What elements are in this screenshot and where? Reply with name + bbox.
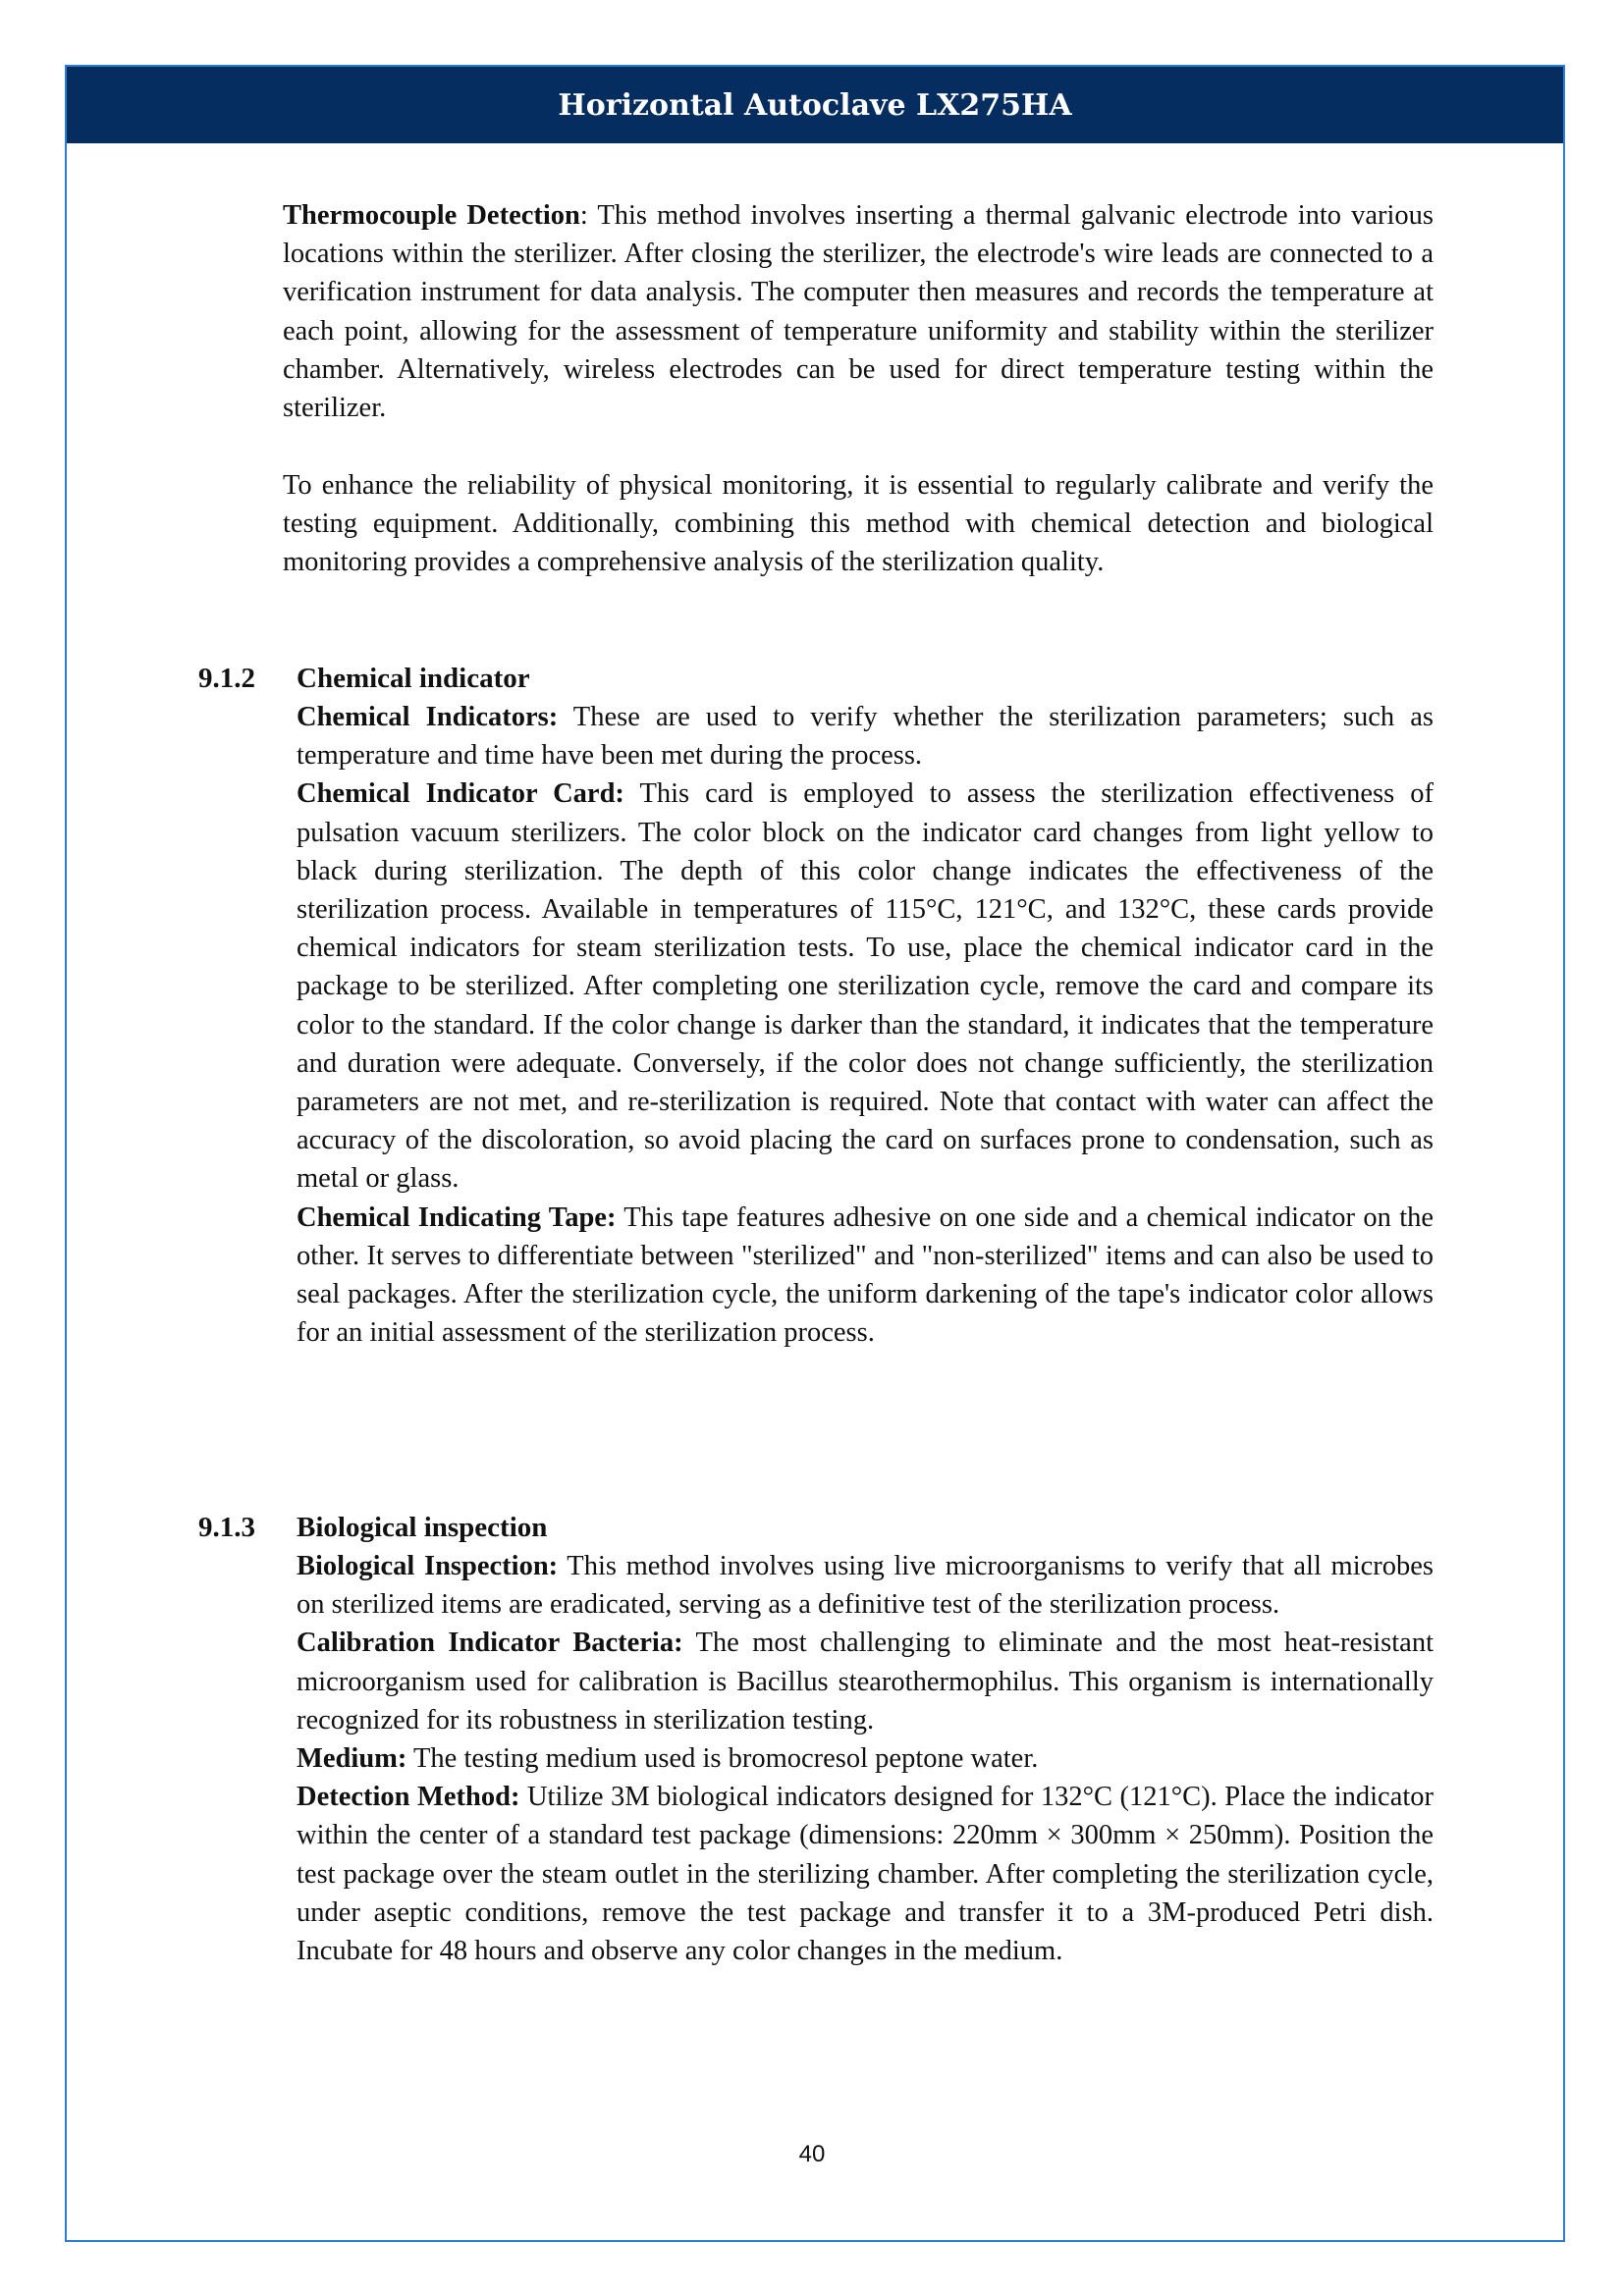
- paragraph-label: Chemical Indicator Card:: [297, 778, 624, 810]
- paragraph-text: Utilize 3M biological indicators designed for 132°C (121°C). Place the indicator within the center of a standard test package (dimensions: 220mm × 300mm × 250mm). Position the test package over the steam outlet in the sterilizing chamber. After completing the sterilization cycle, under aseptic conditions, remove the test package and transfer it to a 3M-produced Petri dish. Incubate for 48 hours and observe any color changes in the medium.: [297, 1782, 1435, 1967]
- detection-method-paragraph: [297, 1778, 1434, 1970]
- header-band: [67, 67, 1563, 143]
- thermocouple-paragraph: [283, 196, 1434, 427]
- paragraph-label: Chemical Indicators:: [297, 702, 559, 732]
- section-number: 9.1.3: [198, 1512, 255, 1543]
- paragraph-text: The most challenging to eliminate and the most heat-resistant microorganism used for calibration is Bacillus stearothermophilus. This organism is internationally recognized for its robustness in sterilization testing.: [297, 1628, 1434, 1735]
- medium-paragraph: [297, 1739, 1434, 1778]
- section-title: Biological inspection: [297, 1512, 548, 1543]
- chemical-indicator-card-paragraph: [297, 774, 1434, 1198]
- paragraph-label: Calibration Indicator Bacteria:: [297, 1628, 683, 1659]
- section-number: 9.1.2: [198, 663, 255, 694]
- biological-inspection-body: [297, 1547, 1434, 1970]
- paragraph-text: This method involves using live microorganisms to verify that all microbes on sterilized items are eradicated, serving as a definitive test of the sterilization process.: [297, 1551, 1435, 1621]
- reliability-text: To enhance the reliability of physical monitoring, it is essential to regularly calibrate and verify the testing equipment. Additionally, combining this method with chemical detection and biological monitoring provides a comprehensive analysis of the sterilization quality.: [283, 470, 1434, 578]
- paragraph-text: These are used to verify whether the sterilization parameters; such as temperature and time have been met during the process.: [297, 702, 1435, 772]
- chemical-indicating-tape-paragraph: [297, 1199, 1434, 1353]
- document-title: Horizontal Autoclave LX275HA: [558, 87, 1072, 123]
- paragraph-label: Biological Inspection:: [297, 1551, 559, 1581]
- paragraph-label: Medium:: [297, 1743, 407, 1775]
- biological-inspection-paragraph: [297, 1547, 1434, 1624]
- chemical-indicator-body: [297, 698, 1434, 1352]
- thermocouple-text: : This method involves inserting a thermal galvanic electrode into various locations within the sterilizer. After closing the sterilizer, the electrode's wire leads are connected to a verification instrument for data analysis. The computer then measures and records the temperature at each point, allowing for the assessment of temperature uniformity and stability within the sterilizer chamber. Alternatively, wireless electrodes can be used for direct temperature testing within the sterilizer.: [283, 200, 1434, 424]
- paragraph-text: This card is employed to assess the sterilization effectiveness of pulsation vacuum sterilizers. The color block on the indicator card changes from light yellow to black during sterilization. The depth of this color change indicates the effectiveness of the sterilization process. Available in temperatures of 115°C, 121°C, and 132°C, these cards provide chemical indicators for steam sterilization tests. To use, place the chemical indicator card in the package to be sterilized. After completing one sterilization cycle, remove the card and compare its color to the standard. If the color change is darker than the standard, it indicates that the temperature and duration were adequate. Conversely, if the color does not change sufficiently, the sterilization parameters are not met, and re-sterilization is required. Note that contact with water can affect the accuracy of the discoloration, so avoid placing the card on surfaces prone to condensation, such as metal or glass.: [297, 778, 1434, 1195]
- paragraph-text: The testing medium used is bromocresol peptone water.: [406, 1743, 1039, 1775]
- paragraph-label: Chemical Indicating Tape:: [297, 1201, 617, 1233]
- paragraph-label: Detection Method:: [297, 1782, 520, 1813]
- paragraph-text: This tape features adhesive on one side and a chemical indicator on the other. It serves to differentiate between "sterilized" and "non-sterilized" items and can also be used to seal packages. After the sterilization cycle, the uniform darkening of the tape's indicator color allows for an initial assessment of the sterilization process.: [297, 1201, 1435, 1349]
- section-title: Chemical indicator: [297, 663, 530, 694]
- calibration-bacteria-paragraph: [297, 1624, 1434, 1739]
- chemical-indicators-paragraph: [297, 698, 1434, 774]
- reliability-paragraph: [283, 466, 1434, 582]
- page-number: 40: [798, 2141, 826, 2167]
- thermocouple-label: Thermocouple Detection: [283, 200, 580, 231]
